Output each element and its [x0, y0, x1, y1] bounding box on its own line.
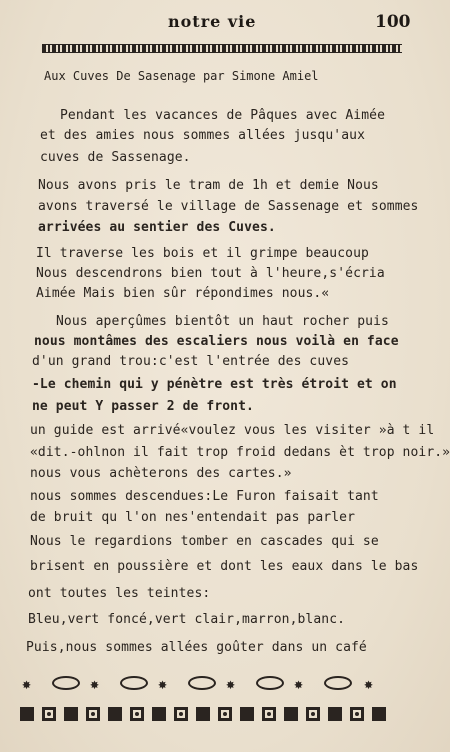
text-line: Il traverse les bois et il grimpe beaucoup [36, 246, 369, 261]
square-ornament-icon [284, 707, 298, 721]
text-line: d'un grand trou:c'est l'entrée des cuves [32, 354, 350, 369]
square-ornament-icon [42, 707, 56, 721]
oval-ornament-icon [188, 676, 216, 690]
article-title: Aux Cuves De Sasenage par Simone Amiel [44, 69, 319, 83]
text-line: cuves de Sassenage. [40, 150, 191, 165]
decorative-rule [42, 44, 402, 53]
square-ornament-icon [372, 707, 386, 721]
text-line: Aimée Mais bien sûr répondimes nous.« [36, 286, 330, 301]
text-line: nous sommes descendues:Le Furon faisait tant [30, 489, 379, 504]
text-line: Nous avons pris le tram de 1h et demie Nous [38, 178, 379, 193]
oval-ornament-icon [52, 676, 80, 690]
text-line: -Le chemin qui y pénètre est très étroit et on [32, 377, 397, 392]
oval-ornament-icon [256, 676, 284, 690]
square-ornament-icon [130, 707, 144, 721]
oval-ornament-icon [324, 676, 352, 690]
star-ornament-icon: ✸ [364, 675, 374, 693]
oval-ornament-icon [120, 676, 148, 690]
text-line: nous montâmes des escaliers nous voilà en face [34, 334, 399, 349]
text-line: Bleu,vert foncé,vert clair,marron,blanc. [28, 612, 346, 627]
text-line: Puis,nous sommes allées goûter dans un café [26, 640, 367, 655]
text-line: nous vous achèterons des cartes.» [30, 466, 292, 481]
star-ornament-icon: ✸ [22, 675, 32, 693]
text-line: Nous le regardions tomber en cascades qui se [30, 534, 379, 549]
text-line: avons traversé le village de Sassenage et sommes [38, 199, 419, 214]
square-ornament-row [20, 707, 390, 725]
square-ornament-icon [350, 707, 364, 721]
text-line: ont toutes les teintes: [28, 586, 211, 601]
square-ornament-icon [20, 707, 34, 721]
star-ornament-icon: ✸ [226, 675, 236, 693]
square-ornament-icon [64, 707, 78, 721]
square-ornament-icon [86, 707, 100, 721]
text-line: «dit.-ohlnon il fait trop froid dedans èt trop noir.» [30, 445, 450, 460]
text-line: et des amies nous sommes allées jusqu'aux [40, 128, 365, 143]
page-number: 100 [375, 12, 411, 32]
square-ornament-icon [152, 707, 166, 721]
page-title: notre vie [168, 12, 257, 31]
star-ornament-icon: ✸ [294, 675, 304, 693]
text-line: brisent en poussière et dont les eaux dans le bas [30, 559, 419, 574]
text-line: ne peut Y passer 2 de front. [32, 399, 254, 414]
star-ornament-icon: ✸ [158, 675, 168, 693]
text-line: Nous aperçûmes bientôt un haut rocher puis [56, 314, 389, 329]
text-line: un guide est arrivé«voulez vous les visiter »à t il [30, 423, 435, 438]
square-ornament-icon [174, 707, 188, 721]
page-header [0, 10, 450, 38]
text-line: de bruit qu l'on nes'entendait pas parler [30, 510, 355, 525]
square-ornament-icon [328, 707, 342, 721]
square-ornament-icon [262, 707, 276, 721]
text-line: Nous descendrons bien tout à l'heure,s'écria [36, 266, 385, 281]
text-line: Pendant les vacances de Pâques avec Aimée [60, 108, 385, 123]
square-ornament-icon [196, 707, 210, 721]
square-ornament-icon [306, 707, 320, 721]
square-ornament-icon [218, 707, 232, 721]
ornament-row [22, 672, 390, 696]
star-ornament-icon: ✸ [90, 675, 100, 693]
text-line: arrivées au sentier des Cuves. [38, 220, 276, 235]
square-ornament-icon [108, 707, 122, 721]
square-ornament-icon [240, 707, 254, 721]
